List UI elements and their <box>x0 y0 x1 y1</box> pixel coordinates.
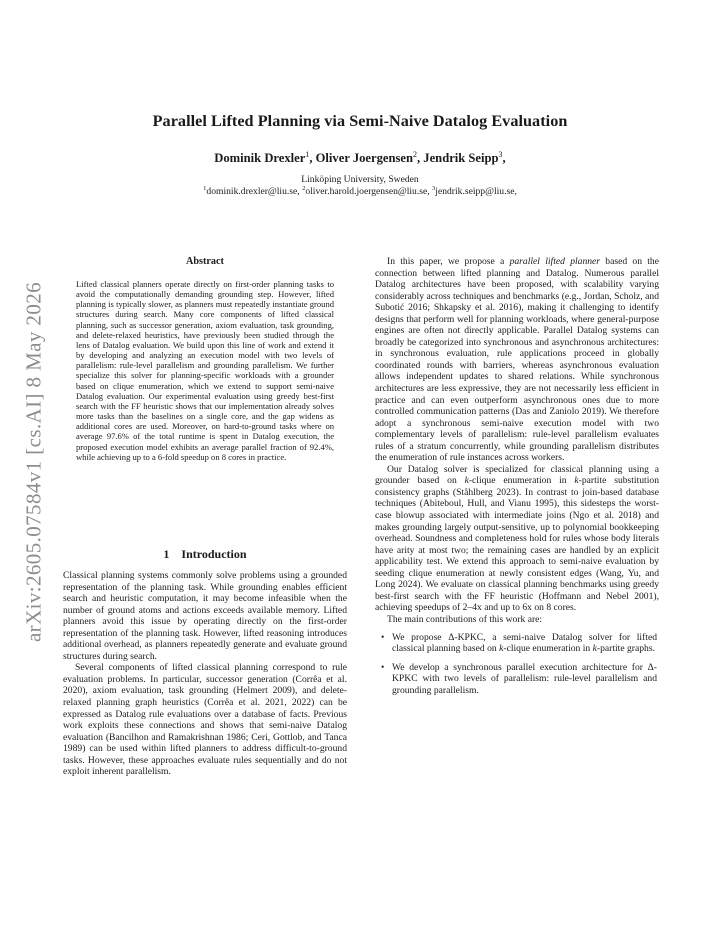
left-column-body <box>63 570 347 778</box>
author-name: Oliver Joergensen <box>315 151 413 165</box>
intro-paragraph-4: Our Datalog solver is specialized for classical planning using a grounder based on k-clique enumeration in k-partite substitution consistency graphs (Ståhlberg 2023). In contrast to join-based database techniques (Abiteboul, Hull, and Vianu 1995), this sidesteps the worst-case blowup associated with intermediate joins (Ngo et al. 2018) and makes grounding largely output-sensitive, up to polynomial bookkeeping overhead. Soundness and completeness hold for rules whose body literals have arity at most two; the remaining cases are handled by an explicit applicability test. We extend this approach to semi-naive evaluation by seeding clique enumeration at newly consistent edges (Wang, Yu, and Long 2024). We evaluate on classical planning benchmarks using greedy best-first search with the FF heuristic (Hoffmann and Nebel 2001), achieving speedups of 2–4x and up to 6x on 8 cores. <box>375 463 659 614</box>
right-column-body <box>375 256 659 703</box>
contribution-list <box>375 632 659 697</box>
author-mark: 2 <box>413 149 417 159</box>
section-title: Introduction <box>181 547 247 561</box>
author-name: Dominik Drexler <box>214 151 306 165</box>
section-heading-introduction <box>63 547 347 562</box>
contribution-item: • We develop a synchronous parallel execution architecture for Δ-KPKC with two levels of parallelism: rule-level parallelism and grounding parallelism. <box>381 661 657 696</box>
author-list: Dominik Drexler$^1$, Oliver Joergensen$^2$, Jendrik Seipp$^3$, <box>214 149 506 165</box>
author-name: Jendrik Seipp <box>423 151 499 165</box>
author-mark: 1 <box>305 149 310 159</box>
abstract-text: Lifted classical planners operate directly on first-order planning tasks to avoid the computationally demanding grounding step. However, lifted planning is typically slower, as planners must repeatedly instantiate ground structures during search. Many core components of lifted classical planning, such as successor generation, axiom evaluation, task grounding, and delete-relaxed heuristics, have previously been studied through the lens of Datalog evaluation. We build upon this line of work and extend it by developing and analyzing an execution model with two levels of parallelism: rule-level parallelism and grounding parallelism. We further specialize this solver for planning-specific workloads with a grounder based on clique enumeration, which we extend to support semi-naive Datalog evaluation. Our experimental evaluation using greedy best-first search with the FF heuristic shows that our implementation already solves more tasks than the baselines on a single core, and the gap widens as additional cores are used. Moreover, on hard-to-ground tasks where on average 97.6% of the total runtime is spent in Datalog execution, the proposed execution model exhibits an average parallel fraction of 92.4%, while achieving up to a 6-fold speedup on 8 cores in practice. <box>76 279 334 462</box>
email: oliver.harold.joergensen@liu.se, <box>305 185 433 197</box>
email: dominik.drexler@liu.se, <box>206 185 303 197</box>
paper-title: Parallel Lifted Planning via Semi-Naive Datalog Evaluation <box>152 112 568 130</box>
emphasis: parallel lifted planner <box>509 256 601 267</box>
email-list: $^1$dominik.drexler@liu.se, $^2$oliver.harold.joergensen@liu.se, $^3$jendrik.seipp@liu.se, <box>203 184 517 197</box>
intro-paragraph-2: Several components of lifted classical planning correspond to rule evaluation problems. In particular, successor generation (Corrêa et al. 2020), axiom evaluation, task grounding (Helmert 2009), and delete-relaxed planning graph heuristics (Corrêa et al. 2021, 2022) can be expressed as Datalog rule evaluations over a database of facts. Previous work exploits these connections and shows that semi-naive Datalog evaluation (Bancilhon and Ramakrishnan 1986; Ceri, Gottlob, and Tanca 1989) can be used within lifted planners to address difficult-to-ground tasks. However, these approaches evaluate rules sequentially and do not exploit inherent parallelism. <box>63 662 347 778</box>
contribution-item: • We propose Δ-KPKC, a semi-naive Datalog solver for lifted classical planning based on k-clique enumeration in k-partite graphs. <box>381 631 657 655</box>
bullet-icon: • <box>381 661 385 673</box>
intro-paragraph-5: The main contributions of this work are: <box>387 613 543 625</box>
section-number: 1 <box>163 547 170 561</box>
intro-paragraph-1: Classical planning systems commonly solve problems using a grounded representation of the planning task. While grounding enables efficient search and heuristic computation, it may become infeasible when the number of ground atoms and actions exceeds available memory. Lifted planners avoid this issue by operating directly on the first-order representation of the planning task. However, lifted reasoning introduces additional overhead, as planners repeatedly generate and evaluate ground structures during search. <box>63 570 347 662</box>
email: jendrik.seipp@liu.se, <box>435 185 517 197</box>
author-mark: 3 <box>498 149 503 159</box>
affiliation-block <box>0 174 720 197</box>
affiliation: Linköping University, Sweden <box>301 174 419 185</box>
arxiv-identifier-stamp <box>10 262 58 662</box>
intro-paragraph-3: In this paper, we propose a parallel lifted planner based on the connection between lifted planning and Datalog. Numerous parallel Datalog architectures have been proposed, with scalability varying considerably across techniques and benchmarks (e.g., Jordan, Scholz, and Subotić 2016; Shkapsky et al. 2016), making it challenging to identify designs that perform well for planning workloads, where general-purpose engines are often not directly applicable. Parallel Datalog systems can broadly be categorized into synchronous and asynchronous architectures: in synchronous evaluation, rule applications proceed in globally coordinated rounds with barriers, whereas asynchronous evaluation allows independent updates to shared relations. While synchronous architectures are less expressive, they are not necessarily less efficient in practice and can even outperform asynchronous ones due to more controlled communication patterns (Das and Zaniolo 2019). We therefore adopt a synchronous semi-naive execution model with two complementary levels of parallelism: rule-level parallelism evaluates rules of a stratum concurrently, while grounding parallelism distributes the enumeration of rule instances across workers. <box>375 256 659 464</box>
abstract-heading: Abstract <box>186 256 224 267</box>
bullet-icon: • <box>381 631 385 643</box>
arxiv-identifier-text: arXiv:2605.07584v1 [cs.AI] 8 May 2026 <box>21 281 46 643</box>
